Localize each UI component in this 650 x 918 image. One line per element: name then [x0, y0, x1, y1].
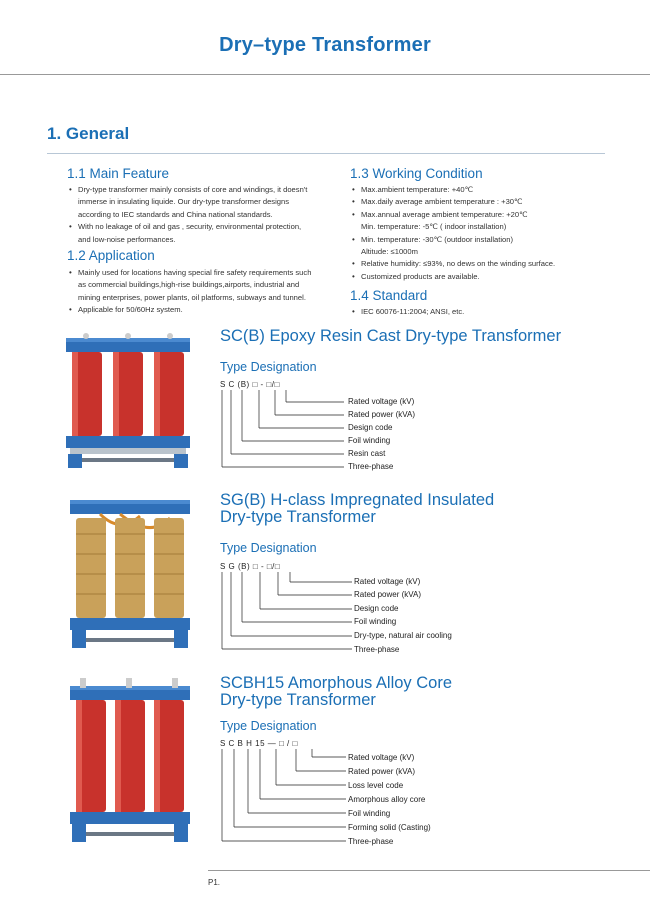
scb-leader-lines	[218, 388, 348, 472]
scbh15-leader-lines	[218, 747, 348, 845]
scbh15-label-foil-winding: Foil winding	[348, 809, 391, 818]
sgb-title-line: SG(B) H-class Impregnated Insulated	[220, 491, 495, 509]
sgb-leader-lines	[218, 570, 354, 654]
page-title: Dry–type Transformer	[219, 34, 431, 56]
scbh15-label-rated-power: Rated power (kVA)	[348, 767, 415, 776]
scb-type-label: Type Designation	[220, 360, 317, 374]
list-item: • Relative humidity: ≤93%, no dews on the winding surface.	[350, 258, 620, 270]
scb-label-design-code: Design code	[348, 423, 393, 432]
sgb-label-three-phase: Three-phase	[354, 645, 400, 654]
scbh15-transformer-image	[60, 676, 200, 846]
sgb-label-design-code: Design code	[354, 604, 399, 613]
sgb-label-rated-power: Rated power (kVA)	[354, 590, 421, 599]
standard-list	[350, 306, 620, 318]
sgb-label-rated-voltage: Rated voltage (kV)	[354, 577, 421, 586]
sgb-label-foil-winding: Foil winding	[354, 617, 397, 626]
list-item: immerse in insulating liquide. Our dry-type transformer designs	[78, 197, 290, 207]
scbh15-type-label: Type Designation	[220, 719, 317, 733]
sgb-title-line: Dry-type Transformer	[220, 508, 376, 526]
working-condition-heading: 1.3 Working Condition	[350, 166, 483, 181]
scbh15-label-rated-voltage: Rated voltage (kV)	[348, 753, 415, 762]
scb-label-three-phase: Three-phase	[348, 462, 394, 471]
list-item: Altitude: ≤1000m	[361, 247, 418, 257]
list-item: • Max.ambient temperature: +40℃	[350, 184, 620, 196]
main-feature-list	[67, 184, 342, 246]
list-item: • With no leakage of oil and gas , security, environmental protection,	[67, 221, 342, 233]
page-number: P1.	[208, 878, 221, 887]
sgb-code: S G (B) □ - □/□	[220, 562, 281, 571]
list-item: • Applicable for 50/60Hz system.	[67, 304, 342, 316]
scbh15-title	[220, 675, 452, 709]
scbh15-label-amorphous-core: Amorphous alloy core	[348, 795, 426, 804]
list-item: Min. temperature: -5℃ ( indoor installation)	[361, 222, 507, 232]
list-item: as commercial buildings,high-rise buildings,airports, industrial and	[78, 280, 300, 290]
list-item: • Mainly used for locations having special fire safety requirements such	[67, 267, 342, 279]
scb-transformer-image	[58, 332, 198, 472]
scbh15-label-three-phase: Three-phase	[348, 837, 394, 846]
general-heading: 1. General	[47, 124, 130, 143]
scb-label-rated-voltage: Rated voltage (kV)	[348, 397, 415, 406]
list-item: • Min. temperature: -30℃ (outdoor installation)	[350, 234, 620, 246]
list-item: • Customized products are available.	[350, 271, 620, 283]
scb-title-line: SC(B) Epoxy Resin Cast Dry-type Transformer	[220, 327, 562, 345]
scb-title	[220, 328, 561, 345]
scbh15-title-line: Dry-type Transformer	[220, 691, 376, 709]
list-item: • Max.daily average ambient temperature : +30℃	[350, 196, 620, 208]
list-item: and low-noise performances.	[78, 234, 176, 244]
list-item: according to IEC standards and China national standards.	[78, 209, 273, 219]
scb-label-foil-winding: Foil winding	[348, 436, 391, 445]
list-item: • Dry-type transformer mainly consists of core and windings, it doesn't	[67, 184, 342, 196]
application-heading: 1.2 Application	[67, 248, 155, 263]
sgb-transformer-image	[60, 494, 200, 654]
sgb-title	[220, 492, 494, 526]
list-item: • IEC 60076-11:2004; ANSI, etc.	[350, 306, 620, 318]
scb-code: S C (B) □ - □/□	[220, 380, 280, 389]
list-item: • Max.annual average ambient temperature: +20℃	[350, 209, 620, 221]
application-list	[67, 267, 342, 317]
working-condition-list	[350, 184, 620, 283]
general-divider	[47, 153, 605, 154]
sgb-label-air-cooling: Dry-type, natural air cooling	[354, 631, 452, 640]
standard-heading: 1.4 Standard	[350, 288, 428, 303]
scbh15-label-forming-solid: Forming solid (Casting)	[348, 823, 431, 832]
main-feature-heading: 1.1 Main Feature	[67, 166, 170, 181]
scb-label-resin-cast: Resin cast	[348, 449, 386, 458]
sgb-type-label: Type Designation	[220, 541, 317, 555]
scb-label-rated-power: Rated power (kVA)	[348, 410, 415, 419]
scbh15-label-loss-level: Loss level code	[348, 781, 404, 790]
footer-divider	[208, 870, 650, 871]
header-divider	[0, 74, 650, 75]
scbh15-title-line: SCBH15 Amorphous Alloy Core	[220, 674, 453, 692]
list-item: mining enterprises, power plants, oil platforms, subways and tunnel.	[78, 292, 306, 302]
scbh15-code: S C B H 15 — □ / □	[220, 739, 298, 748]
